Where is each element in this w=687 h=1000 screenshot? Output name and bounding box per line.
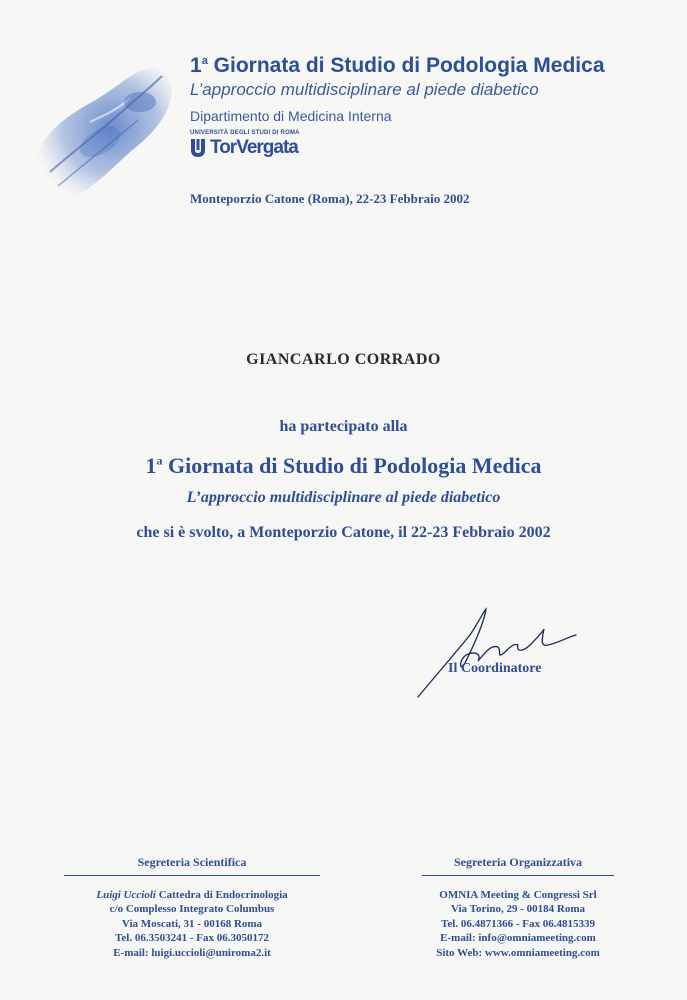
- organizing-secretariat: [422, 855, 614, 960]
- organizing-secretariat-website: Sito Web: www.omniameeting.com: [436, 946, 600, 959]
- scientific-secretariat-line: Luigi Uccioli Cattedra di Endocrinologia: [96, 888, 288, 901]
- scientific-secretariat-heading: Segreteria Scientifica: [64, 855, 320, 876]
- scientific-secretariat-email: E-mail: luigi.uccioli@uniroma2.it: [113, 946, 271, 959]
- letterhead: [190, 54, 670, 159]
- organizing-secretariat-heading: Segreteria Organizzativa: [422, 855, 614, 876]
- university-logo: [190, 137, 670, 159]
- header-subtitle: L’approccio multidisciplinare al piede diabetico: [190, 80, 539, 99]
- header-title: 1$^a$ Giornata di Studio di Podologia Medica: [190, 54, 605, 77]
- scientific-secretariat-line: c/o Complesso Integrato Columbus: [109, 903, 275, 915]
- department-name: Dipartimento di Medicina Interna: [190, 108, 392, 124]
- handwritten-signature: [412, 605, 592, 700]
- scientific-secretariat-line: Via Moscati, 31 - 00168 Roma: [121, 917, 263, 930]
- participant-name: GIANCARLO CORRADO: [246, 351, 441, 368]
- foot-anatomy-illustration: [30, 62, 180, 207]
- organizing-secretariat-email: E-mail: info@omniameeting.com: [440, 932, 596, 944]
- coordinator-label: Il Coordinatore: [448, 661, 542, 676]
- organizing-secretariat-line: Via Torino, 29 - 00184 Roma: [450, 903, 586, 915]
- scientific-secretariat: [64, 855, 320, 960]
- scientific-secretariat-line: Tel. 06.3503241 - Fax 06.3050172: [115, 932, 269, 944]
- university-name: TorVergata: [210, 137, 298, 158]
- header-place-date: Monteporzio Catone (Roma), 22-23 Febbraio 2002: [190, 191, 470, 206]
- organizing-secretariat-line: Tel. 06.4871366 - Fax 06.4815339: [441, 917, 595, 930]
- organizing-secretariat-line: OMNIA Meeting & Congressi Srl: [439, 888, 597, 901]
- event-place-date: che si è svolto, a Monteporzio Catone, il 22-23 Febbraio 2002: [136, 524, 551, 541]
- event-subtitle: L’approccio multidisciplinare al piede diabetico: [186, 489, 501, 506]
- university-caption: UNIVERSITÀ DEGLI STUDI DI ROMA: [190, 130, 300, 136]
- participation-statement: ha partecipato alla: [279, 418, 408, 435]
- university-u-icon: [190, 139, 206, 157]
- event-title: 1$^a$ Giornata di Studio di Podologia Medica: [145, 453, 542, 478]
